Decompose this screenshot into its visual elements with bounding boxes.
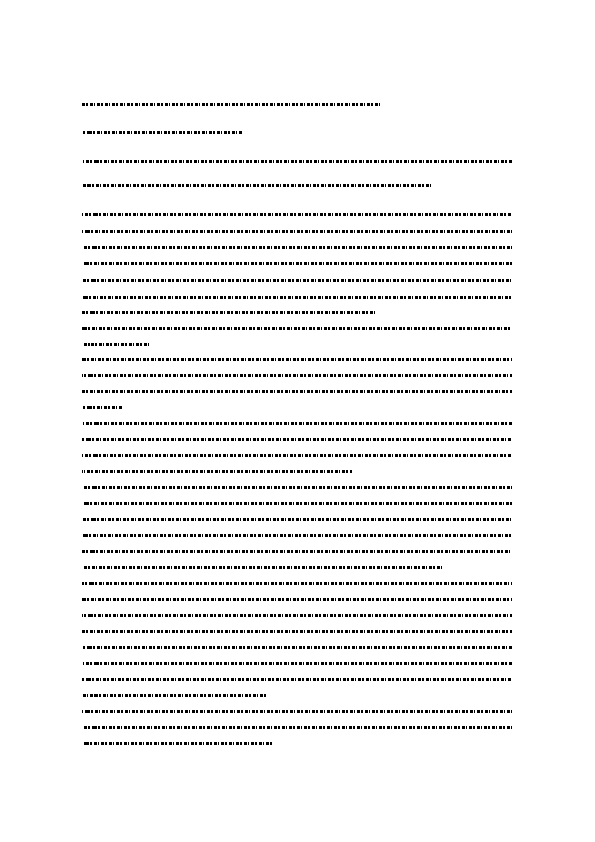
text-line (82, 246, 512, 249)
text-line (82, 422, 512, 425)
text-line (82, 406, 122, 409)
text-line (82, 582, 512, 585)
text-line (82, 390, 512, 393)
text-line (82, 710, 512, 713)
text-line (82, 131, 242, 134)
text-line (82, 566, 442, 569)
text-line (82, 598, 512, 601)
text-line (82, 630, 512, 633)
text-line (82, 343, 149, 346)
text-line (82, 678, 512, 681)
text-line (82, 327, 512, 330)
text-line (82, 534, 512, 537)
text-line (82, 230, 512, 233)
text-line (82, 262, 512, 265)
text-line (82, 726, 512, 729)
text-line (82, 694, 267, 697)
text-line (82, 502, 512, 505)
text-line (82, 311, 377, 314)
text-line (82, 614, 512, 617)
text-line (82, 160, 512, 163)
text-line (82, 646, 512, 649)
text-line (82, 103, 382, 106)
text-line (82, 518, 512, 521)
text-line (82, 486, 512, 489)
text-line (82, 358, 512, 361)
text-line (82, 438, 512, 441)
text-line (82, 296, 512, 299)
text-line (82, 742, 272, 745)
text-line (82, 184, 432, 187)
text-line (82, 279, 512, 282)
text-line (82, 662, 512, 665)
text-line (82, 374, 512, 377)
text-line (82, 470, 352, 473)
text-line (82, 213, 512, 216)
text-line (82, 550, 512, 553)
text-line (82, 454, 512, 457)
